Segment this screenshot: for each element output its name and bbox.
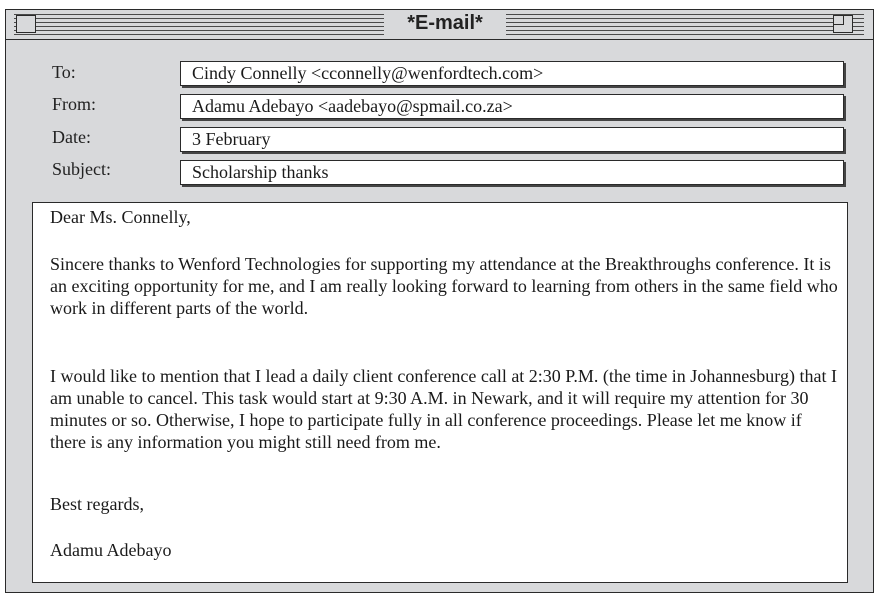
to-label: To: [52,62,76,82]
date-label: Date: [52,127,91,147]
subject-label: Subject: [52,159,111,179]
title-bar[interactable] [6,10,873,40]
email-window [5,9,874,593]
date-field[interactable]: 3 February [180,127,844,152]
signature: Adamu Adebayo [50,540,172,560]
message-body[interactable] [32,202,848,583]
greeting: Dear Ms. Connelly, [50,207,191,227]
window-title: *E-mail* [386,12,504,35]
title-bar-stripes-left [14,14,384,35]
title-bar-stripes-right [506,14,864,35]
body-paragraph-1: Sincere thanks to Wenford Technologies for supporting my attendance at the Breakthroughs conference. It is an exciting opportunity for me, and I am really looking forward to learning from others in the same field who work in different parts of the world. [50,254,838,318]
close-box-icon[interactable] [16,15,36,33]
subject-field[interactable]: Scholarship thanks [180,160,844,185]
from-field[interactable]: Adamu Adebayo <aadebayo@spmail.co.za> [180,94,844,119]
zoom-box-icon[interactable] [833,15,853,33]
to-field[interactable]: Cindy Connelly <cconnelly@wenfordtech.com> [180,61,844,86]
body-paragraph-2: I would like to mention that I lead a daily client conference call at 2:30 P.M. (the time in Johannesburg) that I am unable to cancel. This task would start at 9:30 A.M. in Newark, and it will require my attention for 30 minutes or so. Otherwise, I hope to participate fully in all conference proceedings. Please let me know if there is any information you might still need from me. [50,366,837,452]
closing: Best regards, [50,494,144,514]
from-label: From: [52,94,97,114]
